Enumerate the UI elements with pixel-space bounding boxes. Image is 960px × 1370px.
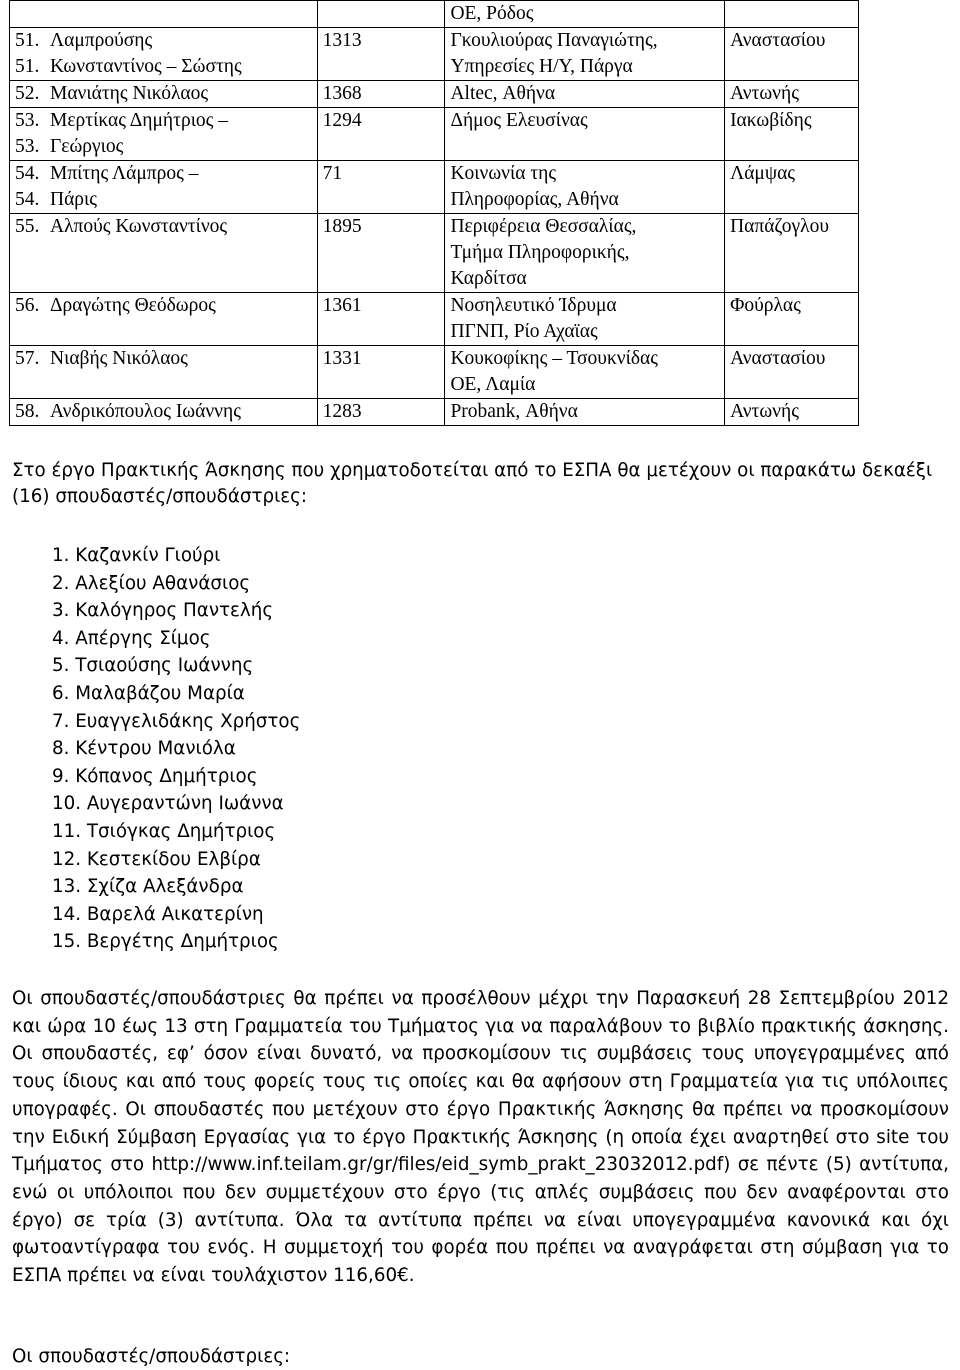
name-line (15, 293, 317, 319)
student-name: Γεώργιος (50, 136, 124, 157)
list-item: 13. Σχίζα Αλεξάνδρα (52, 876, 244, 898)
row-number: 56. (15, 295, 40, 316)
student-name: Μπίτης Λάμπρος – (50, 163, 199, 184)
row-number: 53. (15, 110, 40, 131)
organization-line: ΠΓΝΠ, Ρίο Αχαϊας (450, 321, 598, 342)
student-code: 1895 (322, 216, 362, 237)
student-name-cell (10, 293, 318, 346)
row-number: 53. (15, 136, 40, 157)
organization-line: Κοινωνία της (450, 163, 557, 184)
student-code: 1283 (322, 401, 362, 422)
student-code-cell (317, 399, 445, 426)
student-code: 71 (322, 163, 343, 184)
organization-line: ΟΕ, Λαμία (450, 374, 536, 395)
supervisor-name: Ιακωβίδης (730, 110, 812, 131)
supervisor-cell (725, 28, 859, 81)
table-row (10, 293, 859, 346)
organization-line: Γκουλιούρας Παναγιώτης, (450, 30, 658, 51)
student-name-cell (10, 108, 318, 161)
row-number: 51. (15, 56, 40, 77)
footer-line: Οι σπουδαστές/σπουδάστριες: (12, 1346, 291, 1367)
supervisor-name: Παπάζογλου (730, 216, 830, 237)
list-item: 1. Καζανκίν Γιούρι (52, 545, 221, 566)
list-item: 9. Κόπανος Δημήτριος (52, 765, 258, 787)
organization-line: Πληροφορίας, Αθήνα (450, 189, 619, 210)
table-row (10, 346, 859, 399)
organization-cell (445, 346, 725, 399)
supervisor-name: Λάμψας (730, 163, 796, 184)
student-code: 1368 (322, 83, 362, 104)
table-row (10, 214, 859, 293)
list-item: 6. Μαλαβάζου Μαρία (52, 682, 245, 704)
name-line (15, 214, 317, 240)
supervisor-cell (725, 399, 859, 426)
row-number: 55. (15, 216, 40, 237)
student-code: 1331 (322, 348, 362, 369)
student-name: Αλπούς Κωνσταντίνος (50, 216, 228, 237)
list-item: 12. Κεστεκίδου Ελβίρα (52, 848, 261, 870)
row-number: 54. (15, 189, 40, 210)
list-item: 10. Αυγεραντώνη Ιωάννα (52, 793, 284, 815)
organization-line: Altec, Αθήνα (450, 83, 556, 104)
supervisor-name: Αναστασίου (730, 30, 826, 51)
row-number: 54. (15, 163, 40, 184)
student-name-cell (10, 214, 318, 293)
organization-cell (445, 81, 725, 108)
student-code-cell (317, 81, 445, 108)
list-item: 15. Βεργέτης Δημήτριος (52, 931, 279, 953)
table-row (10, 108, 859, 161)
placements-table (9, 0, 859, 426)
student-code: 1294 (322, 110, 362, 131)
organization-cell (445, 293, 725, 346)
supervisor-cell (725, 293, 859, 346)
organization-line: Νοσηλευτικό Ίδρυμα (450, 295, 617, 316)
organization-cell (445, 28, 725, 81)
student-code-cell (317, 1, 445, 28)
student-name: Κωνσταντίνος – Σώστης (50, 56, 242, 77)
organization-cell (445, 1, 725, 28)
organization-line: Τμήμα Πληροφορικής, (450, 242, 630, 263)
student-code: 1313 (322, 30, 362, 51)
name-line (15, 54, 317, 80)
supervisor-cell (725, 346, 859, 399)
student-list (52, 542, 300, 956)
organization-line: Probank, Αθήνα (450, 401, 578, 422)
supervisor-cell (725, 214, 859, 293)
student-name: Ανδρικόπουλος Ιωάννης (50, 401, 241, 422)
student-name-cell (10, 161, 318, 214)
table-row (10, 28, 859, 81)
student-code-cell (317, 214, 445, 293)
instructions-paragraph: Οι σπουδαστές/σπουδάστριες θα πρέπει να προσέλθουν μέχρι την Παρασκευή 28 Σεπτεμβρίου 2012 και ώρα 10 έως 13 στη Γραμματεία του Τμήματος για να παραλάβουν το βιβλίο πρακτικής άσκησης. Οι σπουδαστές, εφ’ όσον είναι δυνατό, να προσκομίσουν τις συμβάσεις τους υπογεγραμμένες από τους ίδιους και από τους φορείς τους τις οποίες και θα αφήσουν στη Γραμματεία για τις υπόλοιπες υπογραφές. Οι σπουδαστές που μετέχουν στο έργο Πρακτικής Άσκησης θα πρέπει να προσκομίσουν την Ειδική Σύμβαση Εργασίας για το έργο Πρακτικής Άσκησης (η οποία έχει αναρτηθεί στο site του Τμήματος στο http://www.inf.teilam.gr/gr/files/eid_symb_prakt_23032012.pdf) σε πέντε (5) αντίτυπα, ενώ οι υπόλοιποι που δεν συμμετέχουν στο έργο (τις απλές συμβάσεις που δεν αναφέρονται στο έργο) σε τρία (3) αντίτυπα. Όλα τα αντίτυπα πρέπει να είναι υπογεγραμμένα κανονικά και όχι φωτοαντίγραφα του ενός. Η συμμετοχή του φορέα που πρέπει να αναγράφεται στη σύμβαση για το ΕΣΠΑ πρέπει να είναι τουλάχιστον 116,60€. (12, 988, 949, 1287)
list-item: 11. Τσιόγκας Δημήτριος (52, 820, 276, 842)
organization-cell (445, 399, 725, 426)
student-code-cell (317, 293, 445, 346)
supervisor-name: Αντωνής (730, 401, 799, 422)
student-code-cell (317, 346, 445, 399)
student-name-cell (10, 28, 318, 81)
student-name: Δραγώτης Θεόδωρος (50, 295, 216, 316)
organization-line: Κουκοφίκης – Τσουκνίδας (450, 348, 658, 369)
student-code: 1361 (322, 295, 362, 316)
row-number: 58. (15, 401, 40, 422)
row-number: 57. (15, 348, 40, 369)
table-row (10, 161, 859, 214)
list-item: 7. Ευαγγελιδάκης Χρήστος (52, 710, 301, 732)
list-item: 3. Καλόγηρος Παντελής (52, 600, 274, 622)
supervisor-cell (725, 1, 859, 28)
list-item: 14. Βαρελά Αικατερίνη (52, 903, 264, 925)
student-code-cell (317, 108, 445, 161)
table-row (10, 399, 859, 426)
name-line (15, 28, 317, 54)
organization-line: Δήμος Ελευσίνας (450, 110, 588, 131)
supervisor-cell (725, 108, 859, 161)
list-item: 5. Τσιαούσης Ιωάννης (52, 655, 254, 677)
student-name-cell (10, 81, 318, 108)
table-row (10, 81, 859, 108)
student-name: Μερτίκας Δημήτριος – (50, 110, 229, 131)
student-name: Μανιάτης Νικόλαος (50, 83, 209, 104)
organization-line: Καρδίτσα (450, 268, 527, 289)
row-number: 51. (15, 30, 40, 51)
intro-paragraph: Στο έργο Πρακτικής Άσκησης που χρηματοδοτείται από το ΕΣΠΑ θα μετέχουν οι παρακάτω δεκαέξι (16) σπουδαστές/σπουδάστριες: (12, 460, 933, 507)
name-line (15, 161, 317, 187)
name-line (15, 187, 317, 213)
name-line (15, 108, 317, 134)
student-name-cell (10, 1, 318, 28)
supervisor-name: Αντωνής (730, 83, 799, 104)
row-number: 52. (15, 83, 40, 104)
supervisor-cell (725, 161, 859, 214)
list-item: 4. Απέργης Σίμος (52, 627, 211, 649)
organization-line: Υπηρεσίες Η/Υ, Πάργα (450, 56, 633, 77)
list-item: 2. Αλεξίου Αθανάσιος (52, 572, 251, 594)
name-line (15, 399, 317, 425)
organization-cell (445, 161, 725, 214)
student-name-cell (10, 399, 318, 426)
organization-cell (445, 214, 725, 293)
supervisor-cell (725, 81, 859, 108)
student-code-cell (317, 161, 445, 214)
organization-line: Περιφέρεια Θεσσαλίας, (450, 216, 637, 237)
student-name: Πάρις (50, 189, 97, 210)
student-code-cell (317, 28, 445, 81)
supervisor-name: Αναστασίου (730, 348, 826, 369)
table-row (10, 1, 859, 28)
name-line (15, 346, 317, 372)
student-name-cell (10, 346, 318, 399)
student-name: Λαμπρούσης (50, 30, 153, 51)
student-name: Νιαβής Νικόλαος (50, 348, 188, 369)
organization-line: ΟΕ, Ρόδος (450, 3, 534, 24)
organization-cell (445, 108, 725, 161)
list-item: 8. Κέντρου Μανιόλα (52, 738, 236, 760)
supervisor-name: Φούρλας (730, 295, 801, 316)
name-line (15, 81, 317, 107)
name-line (15, 134, 317, 160)
